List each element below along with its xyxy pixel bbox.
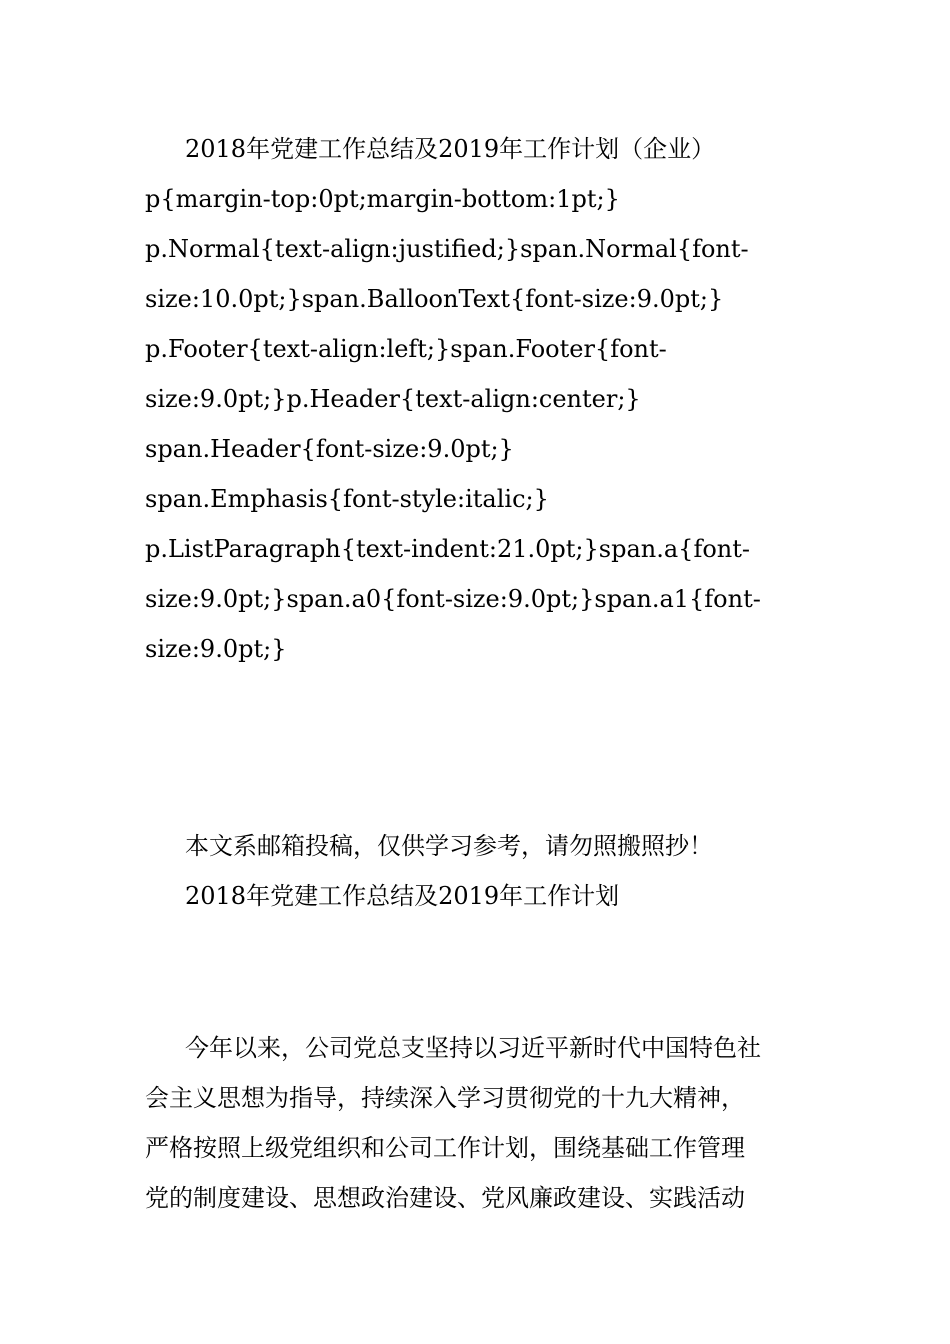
- css-text-line: p.Normal{text-align:justified;}span.Normal{font-: [145, 235, 749, 263]
- css-text-line: size:9.0pt;}p.Header{text-align:center;}: [145, 385, 641, 413]
- body-section: [145, 1023, 810, 1223]
- header-section: [145, 124, 810, 674]
- body-paragraph-line: 党的制度建设、思想政治建设、党风廉政建设、实践活动: [145, 1184, 745, 1212]
- css-text-line: p.ListParagraph{text-indent:21.0pt;}span.a{font-: [145, 535, 750, 563]
- css-text-line: size:10.0pt;}span.BalloonText{font-size:9.0pt;}: [145, 285, 724, 313]
- css-text-line: size:9.0pt;}span.a0{font-size:9.0pt;}span.a1{font-: [145, 585, 761, 613]
- subtitle: 2018年党建工作总结及2019年工作计划: [185, 882, 620, 910]
- css-text-line: size:9.0pt;}: [145, 635, 287, 663]
- notice-text: 本文系邮箱投稿，仅供学习参考，请勿照搬照抄！: [185, 832, 713, 860]
- body-paragraph-line: 严格按照上级党组织和公司工作计划，围绕基础工作管理: [145, 1134, 745, 1162]
- css-text-line: p.Footer{text-align:left;}span.Footer{font-: [145, 335, 667, 363]
- css-text-line: span.Header{font-size:9.0pt;}: [145, 435, 514, 463]
- css-text-line: p{margin-top:0pt;margin-bottom:1pt;}: [145, 185, 620, 213]
- document-title: 2018年党建工作总结及2019年工作计划（企业）: [185, 135, 716, 163]
- css-text-line: span.Emphasis{font-style:italic;}: [145, 485, 549, 513]
- body-paragraph-line: 会主义思想为指导，持续深入学习贯彻党的十九大精神，: [145, 1084, 745, 1112]
- body-paragraph-line: 今年以来，公司党总支坚持以习近平新时代中国特色社: [185, 1034, 761, 1062]
- notice-section: [145, 821, 810, 921]
